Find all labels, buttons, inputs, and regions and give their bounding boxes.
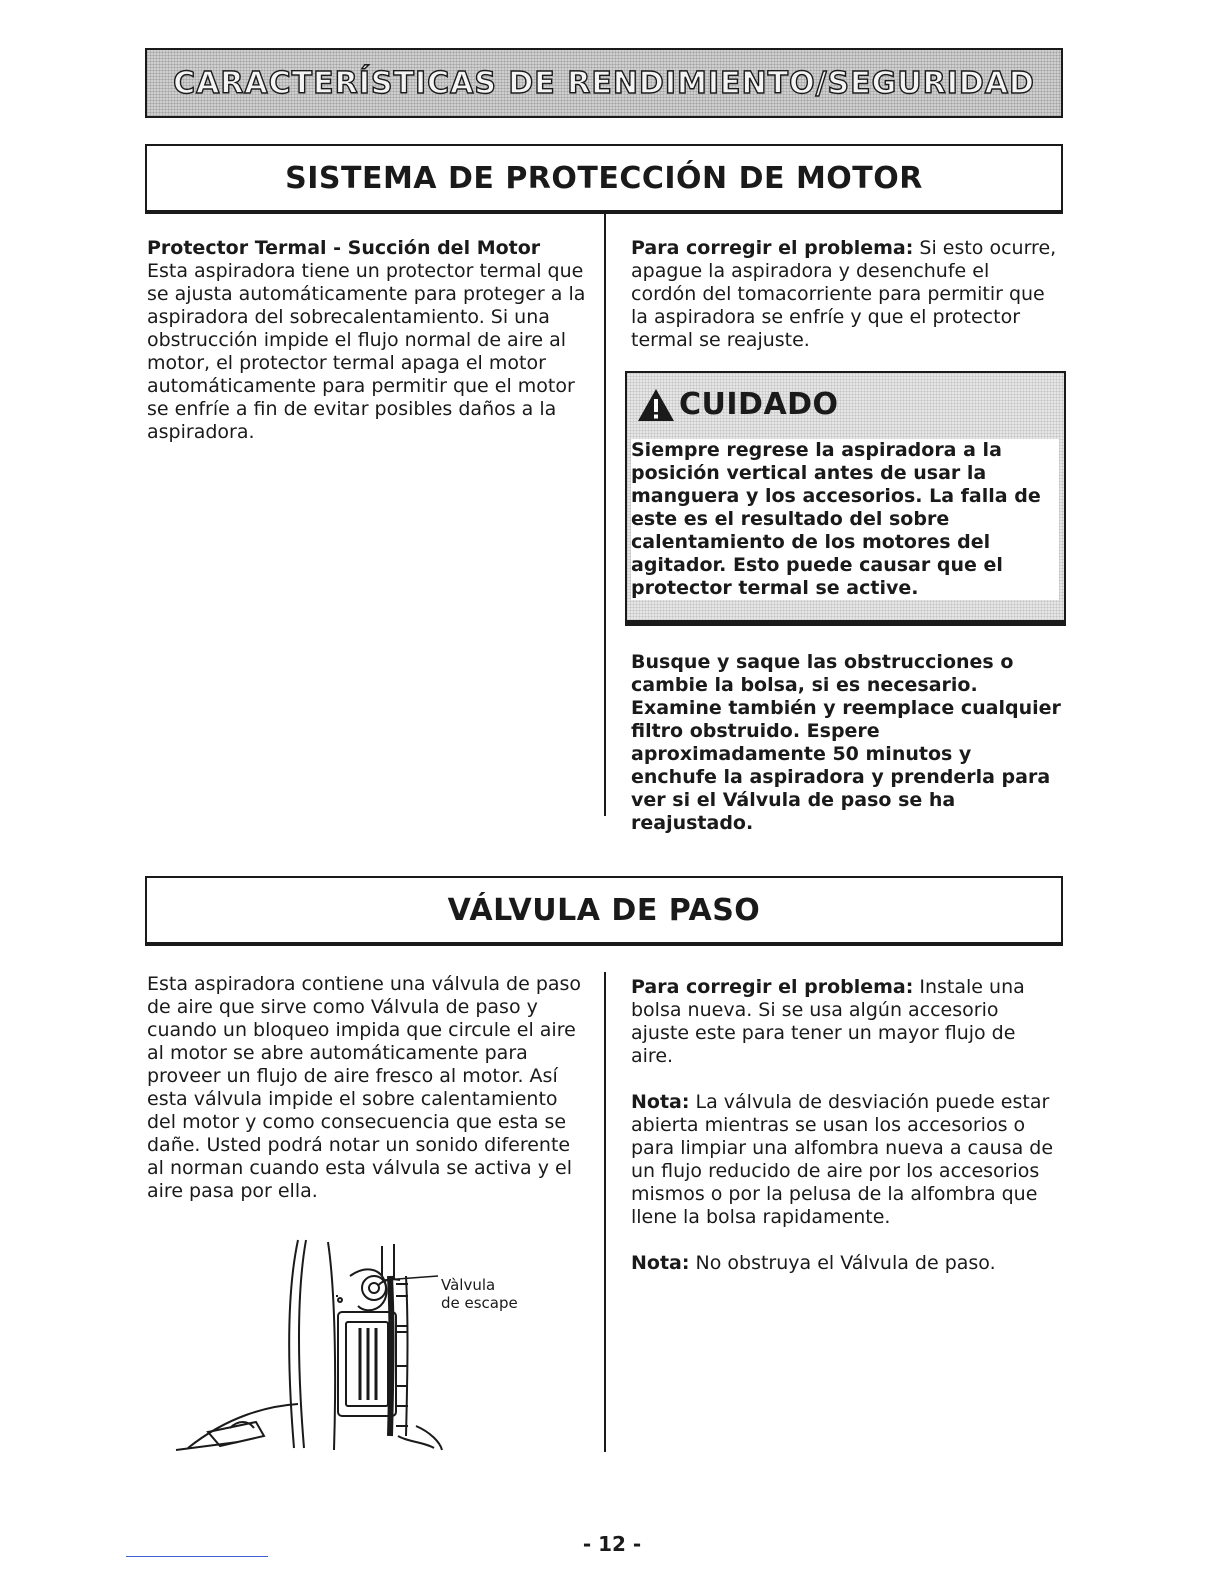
valve-callout-label xyxy=(441,1276,518,1312)
section-title-box-motor xyxy=(145,144,1063,214)
motor-right-column xyxy=(631,237,1059,352)
section-title-valve: VÁLVULA DE PASO xyxy=(447,892,761,928)
valve-right-column xyxy=(631,976,1059,1275)
note2-label: Nota: xyxy=(631,1252,690,1274)
section-title-motor: SISTEMA DE PROTECCIÓN DE MOTOR xyxy=(285,160,923,196)
page-number: - 12 - xyxy=(582,1532,642,1556)
valve-callout-line1: Vàlvula xyxy=(441,1276,496,1294)
caution-title: CUIDADO xyxy=(679,387,839,422)
section-title-box-valve xyxy=(145,876,1063,946)
note1-label: Nota: xyxy=(631,1091,690,1113)
valve-left-column xyxy=(147,973,587,1203)
banner-title: CARACTERÍSTICAS DE RENDIMIENTO/SEGURIDAD xyxy=(173,65,1035,101)
thermal-protector-text: Esta aspiradora tiene un protector termal que se ajusta automáticamente para proteger a la aspiradora del sobrecalentamiento. Si una obstrucción impide el flujo normal de aire al motor, el protector termal apaga el motor automáticamente para permitir que el motor se enfríe a fin de evitar posibles daños a la aspiradora. xyxy=(147,260,586,443)
column-divider xyxy=(604,214,606,816)
fix-paragraph xyxy=(631,237,1059,352)
valve-fix-paragraph xyxy=(631,976,1059,1068)
vacuum-valve-illustration xyxy=(168,1236,458,1452)
valve-callout-line2: de escape xyxy=(441,1294,518,1312)
note2-paragraph xyxy=(631,1252,1059,1275)
footer-line xyxy=(126,1556,268,1557)
obstruction-instructions: Busque y saque las obstrucciones o cambie la bolsa, si es necesario. Examine también y reemplace cualquier filtro obstruido. Espere aproximadamente 50 minutos y enchufe la aspiradora y prenderla para ver si el Válvula de paso se ha reajustado. xyxy=(631,651,1061,834)
column-divider-2 xyxy=(604,972,606,1452)
fix-text: Si esto ocurre, apague la aspiradora y desenchufe el cordón del tomacorriente para permitir que la aspiradora se enfríe y que el protector termal se reajuste. xyxy=(631,237,1057,351)
warning-triangle-icon xyxy=(637,388,675,422)
valve-fix-text: Instale una bolsa nueva. Si se usa algún accesorio ajuste este para tener un mayor flujo de aire. xyxy=(631,976,1025,1067)
motor-left-column xyxy=(147,237,587,444)
caution-header xyxy=(637,387,839,422)
section-banner xyxy=(145,48,1063,118)
note2-text: No obstruya el Válvula de paso. xyxy=(689,1252,996,1274)
note1-paragraph xyxy=(631,1091,1059,1229)
caution-box xyxy=(625,371,1066,626)
note1-text: La válvula de desviación puede estar abierta mientras se usan los accesorios o para limpiar una alfombra nueva a causa de un flujo reducido de aire por los accesorios mismos o por la pelusa de la alfombra que llene la bolsa rapidamente. xyxy=(631,1091,1054,1228)
fix-label: Para corregir el problema: xyxy=(631,237,914,259)
valve-fix-label: Para corregir el problema: xyxy=(631,976,914,998)
thermal-protector-heading: Protector Termal - Succión del Motor xyxy=(147,237,541,259)
caution-text: Siempre regrese la aspiradora a la posición vertical antes de usar la manguera y los accesorios. La falla de este es el resultado del sobre calentamiento de los motores del agitador. Esto puede causar que el protector termal se active. xyxy=(631,439,1059,600)
valve-description: Esta aspiradora contiene una válvula de paso de aire que sirve como Válvula de paso y cuando un bloqueo impida que circule el aire al motor se abre automáticamente para proveer un flujo de aire fresco al motor. Así esta válvula impide el sobre calentamiento del motor y como consecuencia que esta se dañe. Usted podrá notar un sonido diferente al norman cuando esta válvula se activa y el aire pasa por ella. xyxy=(147,973,582,1202)
